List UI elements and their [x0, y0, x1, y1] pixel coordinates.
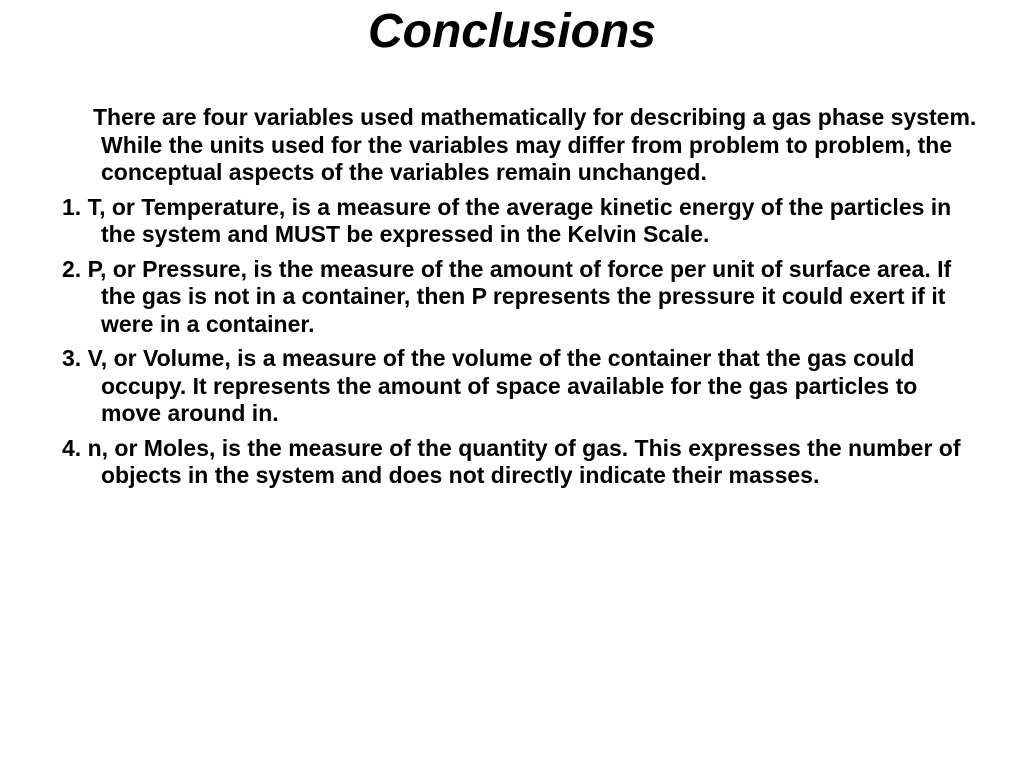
- slide-title: Conclusions: [367, 5, 657, 58]
- list-item-number: 1.: [62, 193, 82, 220]
- list-item-text: T, or Temperature, is a measure of the average kinetic energy of the particles in the system and MUST be expressed in the Kelvin Scale.: [87, 193, 952, 247]
- list-item: [62, 435, 982, 490]
- list-item: [62, 194, 982, 249]
- intro-paragraph: There are four variables used mathematically for describing a gas phase system. While the units used for the variables may differ from problem to problem, the conceptual aspects of the variables remain unchanged.: [93, 104, 977, 185]
- list-item-text: n, or Moles, is the measure of the quantity of gas. This expresses the number of objects in the system and does not directly indicate their masses.: [87, 434, 961, 488]
- list-item: [62, 256, 982, 339]
- list-item-text: P, or Pressure, is the measure of the amount of force per unit of surface area. If the gas is not in a container, then P represents the pressure it could exert if it were in a container.: [87, 255, 952, 337]
- list-item-text: V, or Volume, is a measure of the volume of the container that the gas could occupy. It represents the amount of space available for the gas particles to move around in.: [87, 345, 918, 426]
- list-item: [62, 345, 982, 428]
- list-item-number: 4.: [62, 434, 82, 461]
- list-item-number: 3.: [62, 345, 82, 371]
- slide-body: [62, 104, 982, 497]
- list-item-number: 2.: [62, 255, 82, 282]
